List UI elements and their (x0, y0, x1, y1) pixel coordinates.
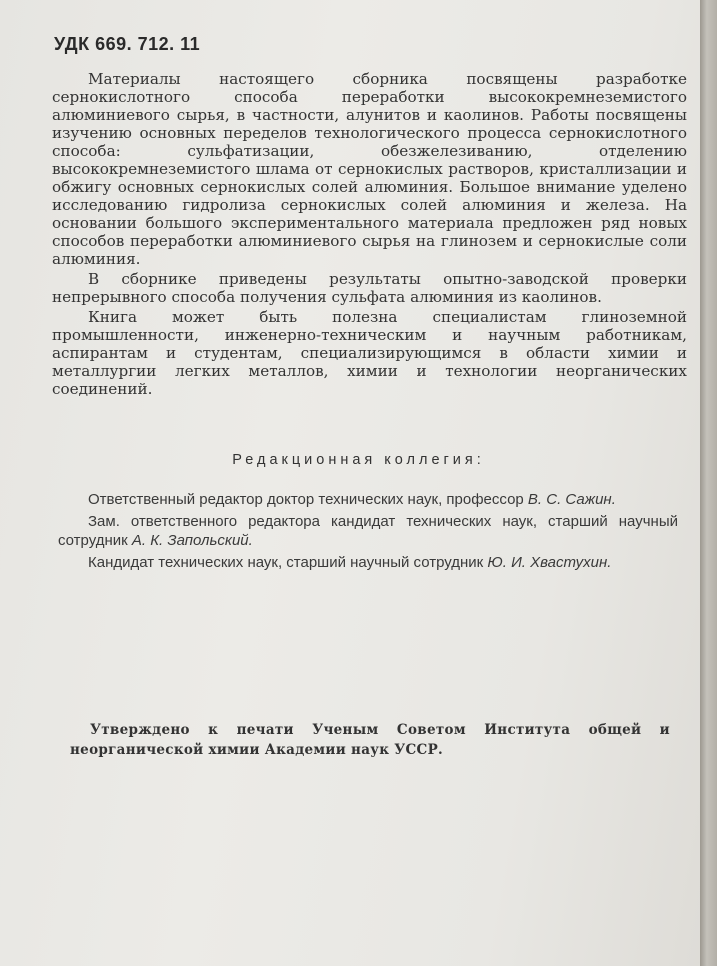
editor-1-role: Ответственный редактор доктор технических наук, профессор (88, 491, 528, 508)
editorial-board-list (58, 490, 678, 575)
abstract (52, 70, 687, 400)
editor-3-name: Ю. И. Хвастухин. (487, 554, 612, 571)
editor-2-role: Зам. ответственного редактора кандидат технических наук, старший научный сотрудник (58, 513, 678, 549)
editor-3 (58, 553, 678, 572)
approval-note (70, 720, 670, 760)
editor-1-name: В. С. Сажин. (527, 491, 616, 508)
editor-2-name: А. К. Запольский. (131, 532, 253, 549)
editor-2 (58, 512, 678, 550)
abstract-paragraph-3: Книга может быть полезна специалистам глиноземной промышленности, инженерно-техническим и научным работникам, аспирантам и студентам, специализирующимся в области химии и металлургии легких металлов, химии и технологии неорганических соединений. (52, 308, 687, 398)
udk-code: УДК 669. 712. 11 (54, 34, 201, 54)
editorial-board-heading: Редакционная коллегия: (232, 452, 485, 468)
abstract-paragraph-1: Материалы настоящего сборника посвящены разработке сернокислотного способа переработки высококремнеземистого алюминиевого сырья, в частности, алунитов и каолинов. Работы посвящены изучению основных переделов технологического процесса сернокислотного способа: сульфатизации, обезжелезиванию, отделению высококремнеземистого шлама от сернокислых растворов, кристаллизации и обжигу основных сернокислых солей алюминия. Большое внимание уделено исследованию гидролиза сернокислых солей алюминия и железа. На основании большого экспериментального материала предложен ряд новых способов переработки алюминиевого сырья на глинозем и сернокислые соли алюминия. (52, 70, 687, 268)
approval-text: Утверждено к печати Ученым Советом Института общей и неорганической химии Академии наук УССР. (70, 722, 670, 758)
abstract-paragraph-2: В сборнике приведены результаты опытно-заводской проверки непрерывного способа получения сульфата алюминия из каолинов. (52, 270, 687, 306)
editor-1 (58, 490, 678, 509)
editor-3-role: Кандидат технических наук, старший научный сотрудник (88, 554, 488, 571)
page-edge (700, 0, 717, 966)
